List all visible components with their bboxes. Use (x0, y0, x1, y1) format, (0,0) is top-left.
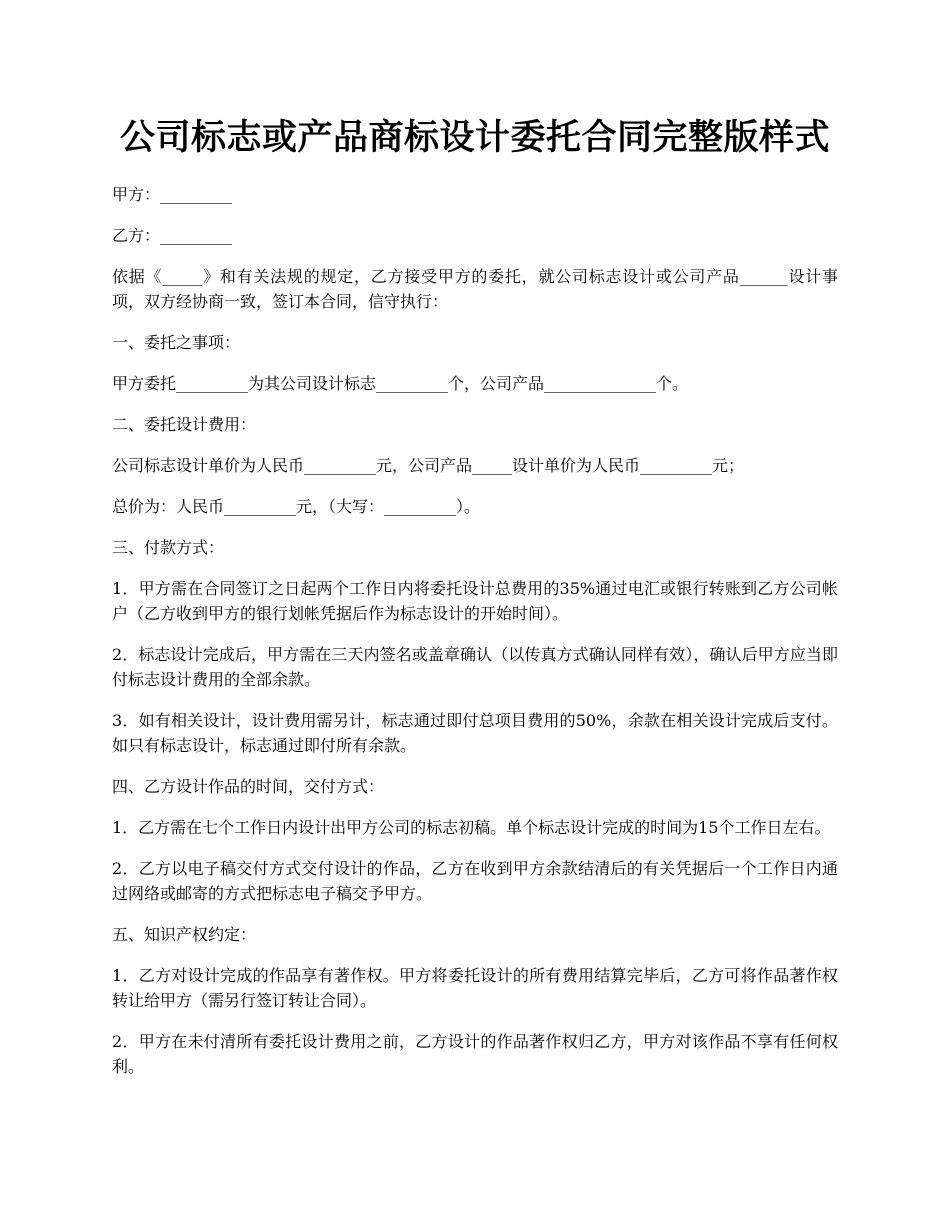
payment-clause-2: 2．标志设计完成后，甲方需在三天内签名或盖章确认（以传真方式确认同样有效），确认后甲方应当即付标志设计费用的全部余款。 (112, 645, 838, 689)
entrusted-items-paragraph: 甲方委托_________为其公司设计标志_________个，公司产品______________个。 (112, 374, 689, 393)
ip-clause-1: 1．乙方对设计完成的作品享有著作权。甲方将委托设计的所有费用结算完毕后，乙方可将作品著作权转让给甲方（需另行签订转让合同）。 (112, 966, 838, 1010)
party-b-line: 乙方：_________ (112, 226, 233, 245)
section-heading-5: 五、知识产权约定： (112, 925, 257, 944)
payment-clause-3: 3．如有相关设计，设计费用需另计，标志通过即付总项目费用的50%，余款在相关设计完成后支付。如只有标志设计，标志通过即付所有余款。 (112, 711, 838, 755)
ip-clause-2: 2．甲方在未付清所有委托设计费用之前，乙方设计的作品著作权归乙方，甲方对该作品不享有任何权利。 (112, 1032, 838, 1076)
payment-clause-1: 1．甲方需在合同签订之日起两个工作日内将委托设计总费用的35%通过电汇或银行转账到乙方公司帐户（乙方收到甲方的银行划帐凭据后作为标志设计的开始时间）。 (112, 579, 838, 623)
unit-price-paragraph: 公司标志设计单价为人民币_________元，公司产品_____设计单价为人民币_________元； (112, 456, 745, 475)
total-price-paragraph: 总价为：人民币_________元，（大写：_________）。 (112, 497, 481, 516)
section-heading-1: 一、委托之事项： (112, 333, 241, 352)
party-a-line: 甲方：_________ (112, 185, 233, 204)
preamble-paragraph: 依据《_____》和有关法规的规定，乙方接受甲方的委托，就公司标志设计或公司产品______设计事项，双方经协商一致，签订本合同，信守执行： (112, 267, 838, 311)
section-heading-3: 三、付款方式： (112, 538, 225, 557)
delivery-clause-1: 1．乙方需在七个工作日内设计出甲方公司的标志初稿。单个标志设计完成的时间为15个工作日左右。 (112, 818, 831, 837)
document-title: 公司标志或产品商标设计委托合同完整版样式 (119, 117, 830, 158)
section-heading-4: 四、乙方设计作品的时间，交付方式： (112, 777, 385, 796)
section-heading-2: 二、委托设计费用： (112, 415, 257, 434)
delivery-clause-2: 2．乙方以电子稿交付方式交付设计的作品，乙方在收到甲方余款结清后的有关凭据后一个工作日内通过网络或邮寄的方式把标志电子稿交予甲方。 (112, 859, 838, 903)
